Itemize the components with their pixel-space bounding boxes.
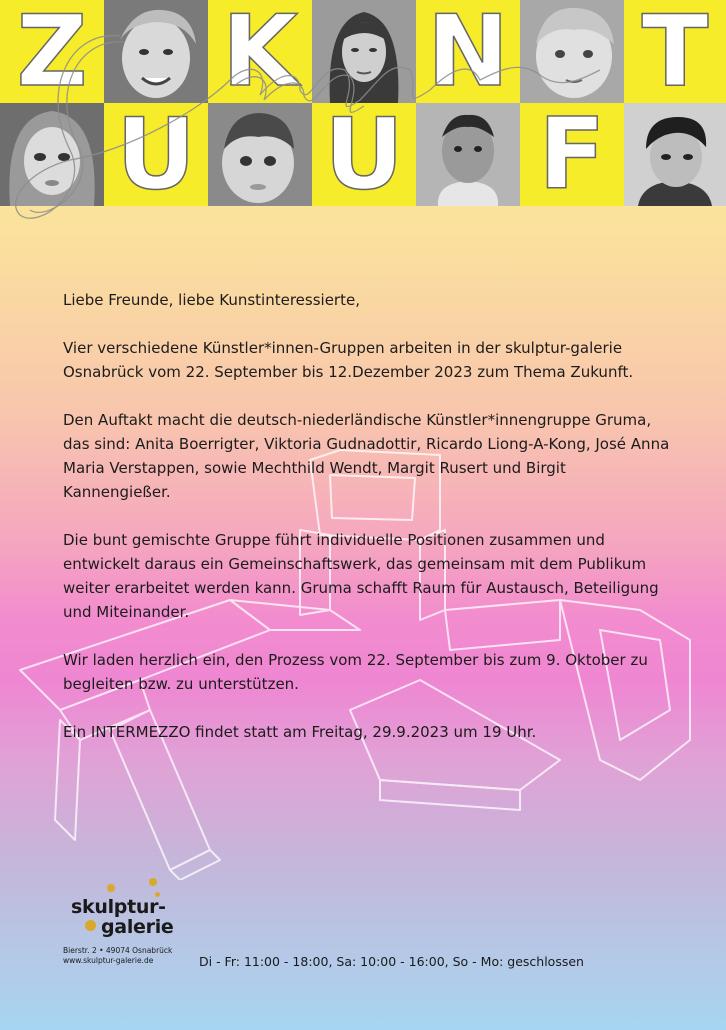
letter-paragraph: Die bunt gemischte Gruppe führt individuelle Positionen zusammen und entwickelt daraus ein Gemeinschaftswerk, das gemeinsam mit dem Publikum weiter erarbeitet werden kann. Gruma schafft Raum für Austausch, Beteiligung und Miteinander.	[63, 531, 659, 621]
logo-dot-icon	[149, 878, 157, 886]
opening-hours: Di - Fr: 11:00 - 18:00, Sa: 10:00 - 16:00, So - Mo: geschlossen	[199, 954, 584, 969]
teen-portrait-photo	[624, 103, 726, 206]
title-letter-tile	[416, 0, 520, 103]
title-letter-tile	[0, 0, 104, 103]
baby-portrait-photo	[208, 103, 312, 206]
title-letter: T	[641, 0, 709, 103]
child-portrait-icon	[104, 0, 208, 103]
invitation-letter	[63, 288, 673, 768]
title-letter: N	[426, 0, 510, 103]
girl-portrait-photo	[0, 103, 104, 206]
website-line: www.skulptur-galerie.de	[63, 956, 154, 965]
title-letter-tile	[624, 0, 726, 103]
title-letter: U	[324, 103, 404, 206]
title-letter-tile	[208, 0, 312, 103]
header-title-grid	[0, 0, 726, 206]
letter-paragraph: Wir laden herzlich ein, den Prozess vom 22. September bis zum 9. Oktober zu begleiten bzw. zu unterstützen.	[63, 651, 648, 693]
logo-dot-icon	[85, 920, 96, 931]
woman-portrait-photo	[312, 0, 416, 103]
title-letter-tile	[312, 103, 416, 206]
logo-word-line1: skulptur-	[71, 896, 166, 918]
toddler-portrait-icon	[520, 0, 624, 103]
baby-portrait-icon	[208, 103, 312, 206]
title-letter-tile	[520, 103, 624, 206]
title-letter: Z	[16, 0, 88, 103]
letter-greeting: Liebe Freunde, liebe Kunstinteressierte,	[63, 291, 360, 309]
title-letter: U	[116, 103, 196, 206]
title-letter: K	[222, 0, 298, 103]
child-portrait-photo	[104, 0, 208, 103]
address-line: Bierstr. 2 • 49074 Osnabrück	[63, 946, 173, 955]
logo-dot-icon	[107, 884, 115, 892]
title-letter-tile	[104, 103, 208, 206]
letter-paragraph: Den Auftakt macht die deutsch-niederländische Künstler*innengruppe Gruma, das sind: Anita Boerrigter, Viktoria Gudnadottir, Ricardo Liong-A-Kong, José Anna Maria Verstappen, sowie Mechthild Wendt, Margit Rusert und Birgit Kannengießer.	[63, 411, 670, 501]
boy-portrait-icon	[416, 103, 520, 206]
letter-paragraph: Vier verschiedene Künstler*innen-Gruppen arbeiten in der skulptur-galerie Osnabrück vom 22. September bis 12.Dezember 2023 zum Thema Zukunft.	[63, 339, 634, 381]
woman-portrait-icon	[312, 0, 416, 103]
girl-portrait-icon	[0, 103, 104, 206]
title-letter: F	[538, 103, 606, 206]
boy-portrait-photo	[416, 103, 520, 206]
skulptur-galerie-logo	[63, 872, 193, 972]
teen-portrait-icon	[624, 103, 726, 206]
logo-word-line2: galerie	[101, 916, 174, 938]
toddler-portrait-photo	[520, 0, 624, 103]
letter-paragraph: Ein INTERMEZZO findet statt am Freitag, 29.9.2023 um 19 Uhr.	[63, 723, 537, 741]
